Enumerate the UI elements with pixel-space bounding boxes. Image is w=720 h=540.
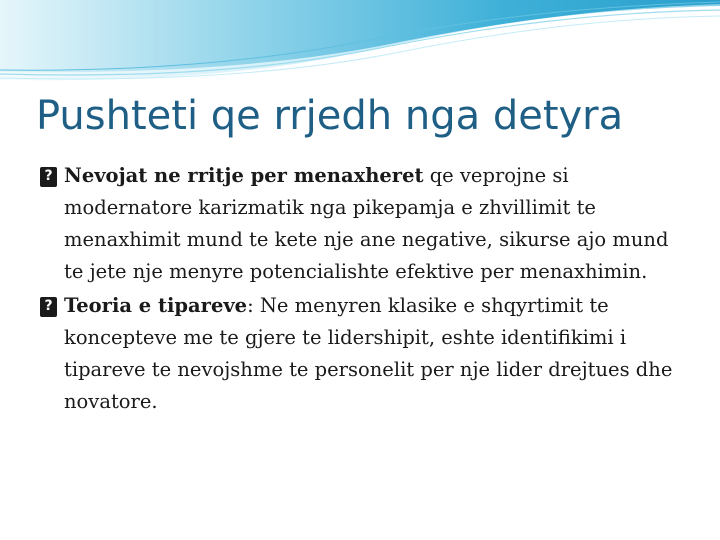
header-wave-decoration: [0, 0, 720, 90]
bullet-list: [40, 160, 690, 420]
slide-title: Pushteti qe rrjedh nga detyra: [36, 93, 624, 139]
missing-glyph-bullet-icon: [40, 167, 57, 187]
missing-glyph-bullet-icon: [40, 297, 57, 317]
bullet-heading: Teoria e tipareve: [64, 294, 248, 317]
bullet-text: : Ne menyren klasike e shqyrtimit te koncepteve me te gjere te lidershipit, eshte identifikimi i tipareve te nevojshme te personelit per nje lider drejtues dhe novatore.: [64, 294, 673, 413]
bullet-heading: Nevojat ne rritje per menaxheret: [64, 164, 424, 187]
bullet-item: [40, 160, 690, 288]
bullet-text: qe veprojne si modernatore karizmatik nga pikepamja e zhvillimit te menaxhimit mund te kete nje ane negative, sikurse ajo mund te jete nje menyre potencialishte efektive per menaxhimin.: [64, 164, 669, 283]
bullet-item: [40, 290, 690, 418]
